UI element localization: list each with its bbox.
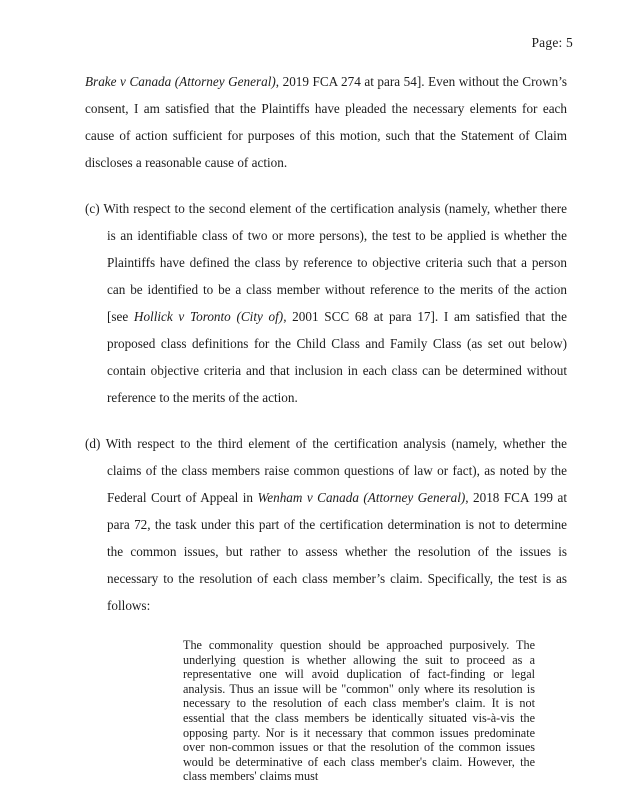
page-number: Page: 5 <box>531 35 573 50</box>
paragraph-d: (d) With respect to the third element of the certification analysis (namely, whether the claims of the class members raise common questions of law or fact), as noted by the Federal Court of Appeal in Wenham v Canada (Attorney General), 2018 FCA 199 at para 72, the task under this part of the certification determination is not to determine the common issues, but rather to assess whether the resolution of the issues is necessary to the resolution of each class member’s claim. Specifically, the test is as follows: <box>85 436 567 613</box>
paragraph-continuation: Brake v Canada (Attorney General), 2019 FCA 274 at para 54]. Even without the Crown’s consent, I am satisfied that the Plaintiffs have pleaded the necessary elements for each cause of action sufficient for purposes of this motion, such that the Statement of Claim discloses a reasonable cause of action. <box>85 74 567 170</box>
blockquote-commonality-test: The commonality question should be approached purposively. The underlying question is whether allowing the suit to proceed as a representative one will avoid duplication of fact-finding or legal analysis. Thus an issue will be "common" only where its resolution is necessary to the resolution of each class member's claim. It is not essential that the class members be identically situated vis-à-vis the opposing party. Nor is it necessary that common issues predominate over non-common issues or that the resolution of the common issues would be determinative of each class member's claim. However, the class members' claims must <box>183 638 535 784</box>
paragraph-c: (c) With respect to the second element of the certification analysis (namely, whether there is an identifiable class of two or more persons), the test to be applied is whether the Plaintiffs have defined the class by reference to objective criteria such that a person can be identified to be a class member without reference to the merits of the action [see Hollick v Toronto (City of), 2001 SCC 68 at para 17]. I am satisfied that the proposed class definitions for the Child Class and Family Class (as set out below) contain objective criteria and that inclusion in each class can be determined without reference to the merits of the action. <box>85 201 567 405</box>
page-content <box>85 68 567 784</box>
